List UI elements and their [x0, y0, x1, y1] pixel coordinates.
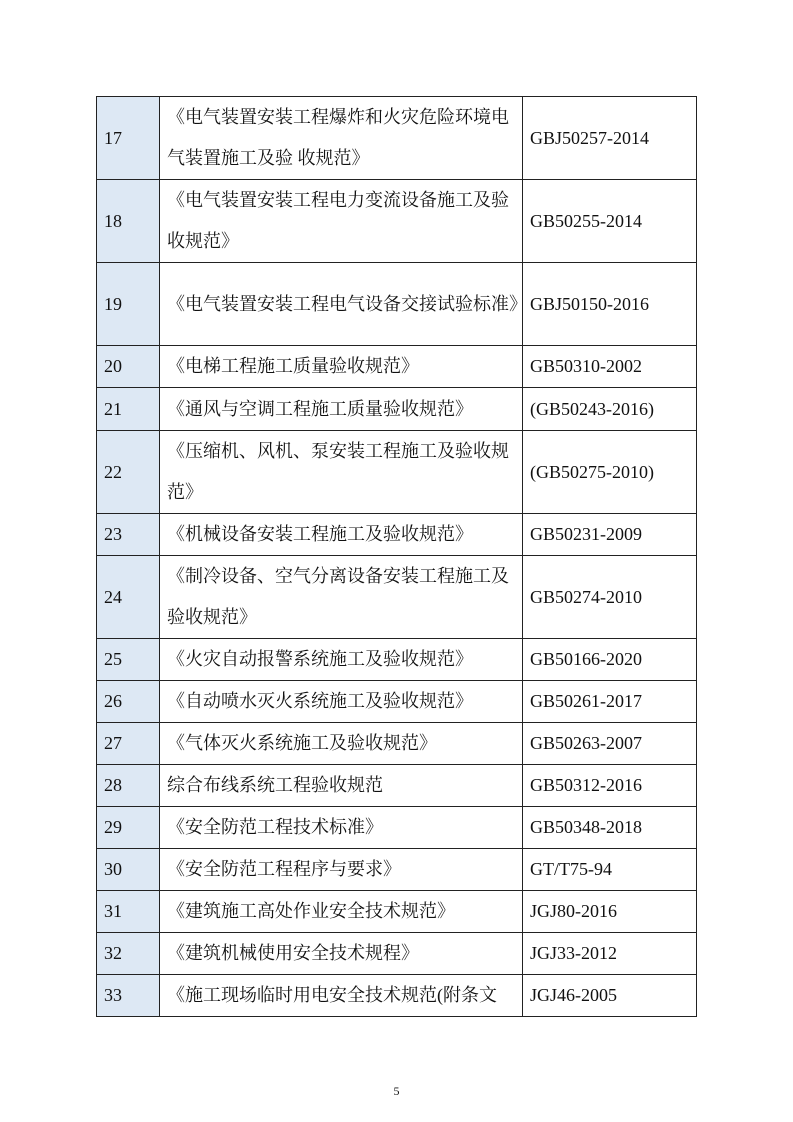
row-number: 30 [97, 849, 160, 891]
standard-code: GB50261-2017 [523, 681, 697, 723]
standard-code: GB50312-2016 [523, 765, 697, 807]
row-number: 22 [97, 431, 160, 514]
table-row [97, 180, 697, 263]
standard-name: 《通风与空调工程施工质量验收规范》 [160, 388, 523, 431]
row-number: 28 [97, 765, 160, 807]
table-row [97, 891, 697, 933]
standards-table [96, 96, 697, 1017]
row-number: 29 [97, 807, 160, 849]
table-row [97, 681, 697, 723]
standard-name: 《气体灭火系统施工及验收规范》 [160, 723, 523, 765]
table-row [97, 639, 697, 681]
standard-code: GBJ50257-2014 [523, 97, 697, 180]
table-row [97, 807, 697, 849]
standard-name: 《安全防范工程技术标准》 [160, 807, 523, 849]
standard-name: 《压缩机、风机、泵安装工程施工及验收规范》 [160, 431, 523, 514]
standard-code: JGJ46-2005 [523, 975, 697, 1017]
row-number: 33 [97, 975, 160, 1017]
standard-name: 《电气装置安装工程爆炸和火灾危险环境电气装置施工及验 收规范》 [160, 97, 523, 180]
standard-code: GBJ50150-2016 [523, 263, 697, 346]
row-number: 17 [97, 97, 160, 180]
row-number: 25 [97, 639, 160, 681]
standard-code: GB50255-2014 [523, 180, 697, 263]
standard-code: GB50274-2010 [523, 556, 697, 639]
standard-name: 《电梯工程施工质量验收规范》 [160, 346, 523, 388]
standard-code: GT/T75-94 [523, 849, 697, 891]
table-row [97, 263, 697, 346]
standard-name: 《建筑机械使用安全技术规程》 [160, 933, 523, 975]
standard-name: 《安全防范工程程序与要求》 [160, 849, 523, 891]
table-row [97, 556, 697, 639]
row-number: 19 [97, 263, 160, 346]
standard-code: (GB50275-2010) [523, 431, 697, 514]
table-row [97, 388, 697, 431]
standard-name: 《施工现场临时用电安全技术规范(附条文 [160, 975, 523, 1017]
table-row [97, 933, 697, 975]
standard-name: 综合布线系统工程验收规范 [160, 765, 523, 807]
standard-code: JGJ33-2012 [523, 933, 697, 975]
row-number: 27 [97, 723, 160, 765]
standard-name: 《机械设备安装工程施工及验收规范》 [160, 514, 523, 556]
row-number: 24 [97, 556, 160, 639]
table-row [97, 849, 697, 891]
standard-code: GB50231-2009 [523, 514, 697, 556]
standard-name: 《自动喷水灭火系统施工及验收规范》 [160, 681, 523, 723]
table-row [97, 346, 697, 388]
standard-code: JGJ80-2016 [523, 891, 697, 933]
standard-name: 《制冷设备、空气分离设备安装工程施工及验收规范》 [160, 556, 523, 639]
table-row [97, 431, 697, 514]
row-number: 26 [97, 681, 160, 723]
row-number: 31 [97, 891, 160, 933]
page-number: 5 [393, 1084, 400, 1098]
standard-name: 《电气装置安装工程电力变流设备施工及验收规范》 [160, 180, 523, 263]
standard-code: (GB50243-2016) [523, 388, 697, 431]
table-row [97, 723, 697, 765]
standard-name: 《电气装置安装工程电气设备交接试验标准》 [160, 263, 523, 346]
standard-name: 《火灾自动报警系统施工及验收规范》 [160, 639, 523, 681]
table-row [97, 765, 697, 807]
row-number: 23 [97, 514, 160, 556]
standard-name: 《建筑施工高处作业安全技术规范》 [160, 891, 523, 933]
table-row [97, 975, 697, 1017]
row-number: 21 [97, 388, 160, 431]
row-number: 20 [97, 346, 160, 388]
table-row [97, 514, 697, 556]
standard-code: GB50263-2007 [523, 723, 697, 765]
standard-code: GB50166-2020 [523, 639, 697, 681]
row-number: 32 [97, 933, 160, 975]
standard-code: GB50348-2018 [523, 807, 697, 849]
table-row [97, 97, 697, 180]
row-number: 18 [97, 180, 160, 263]
standard-code: GB50310-2002 [523, 346, 697, 388]
